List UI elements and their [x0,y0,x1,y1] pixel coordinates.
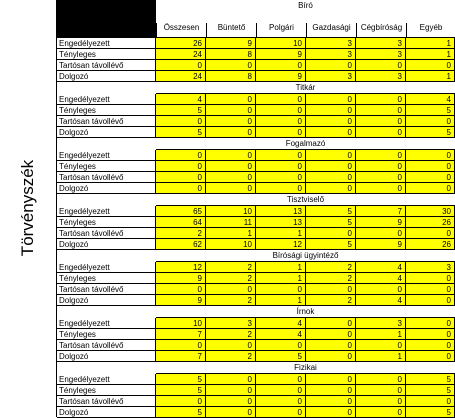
row-label[interactable]: Tartósan távollévő [57,340,156,351]
value-cell[interactable]: 0 [206,385,256,396]
row-label[interactable]: Tartósan távollévő [57,172,156,183]
row-label[interactable]: Dolgozó [57,239,156,250]
row-label[interactable]: Tartósan távollévő [57,60,156,71]
value-cell[interactable]: 5 [256,351,306,362]
column-header[interactable]: Összesen [156,23,206,37]
value-cell[interactable]: 0 [306,161,356,172]
value-cell[interactable]: 0 [356,161,406,172]
value-cell[interactable]: 5 [406,385,455,396]
value-cell[interactable]: 0 [206,161,256,172]
value-cell[interactable]: 8 [206,49,256,60]
table-row [57,105,455,116]
value-cell[interactable]: 5 [406,127,455,138]
value-cell[interactable]: 0 [206,340,256,351]
table-row [57,407,455,418]
value-cell[interactable]: 0 [356,172,406,183]
table-row [57,172,455,183]
value-cell[interactable]: 0 [356,105,406,116]
value-cell[interactable]: 9 [256,49,306,60]
value-cell[interactable]: 0 [406,150,455,161]
value-cell[interactable]: 0 [356,340,406,351]
value-cell[interactable]: 0 [356,127,406,138]
row-label[interactable]: Tényleges [57,49,156,60]
table-row [57,183,455,194]
value-cell[interactable]: 0 [206,150,256,161]
row-label[interactable]: Dolgozó [57,351,156,362]
value-cell[interactable]: 7 [156,329,206,340]
value-cell[interactable]: 0 [256,60,306,71]
value-cell[interactable]: 0 [356,60,406,71]
value-cell[interactable]: 7 [356,206,406,217]
value-cell[interactable]: 0 [156,150,206,161]
value-cell[interactable]: 0 [156,60,206,71]
row-label[interactable]: Dolgozó [57,295,156,306]
value-cell[interactable]: 9 [206,38,256,49]
value-cell[interactable]: 0 [256,161,306,172]
value-cell[interactable]: 0 [306,183,356,194]
table-row [57,295,455,306]
row-label[interactable]: Engedélyezett [57,206,156,217]
value-cell[interactable]: 24 [156,49,206,60]
value-cell[interactable]: 0 [406,172,455,183]
value-cell[interactable]: 0 [256,127,306,138]
value-cell[interactable]: 0 [256,105,306,116]
value-cell[interactable]: 0 [306,228,356,239]
value-cell[interactable]: 0 [256,183,306,194]
row-label[interactable]: Dolgozó [57,183,156,194]
value-cell[interactable]: 9 [156,273,206,284]
value-cell[interactable]: 0 [406,60,455,71]
value-cell[interactable]: 0 [356,374,406,385]
table-section [57,82,455,138]
value-cell[interactable]: 0 [306,116,356,127]
table-section [57,250,455,306]
value-cell[interactable]: 1 [406,71,455,82]
row-label[interactable]: Dolgozó [57,71,156,82]
value-cell[interactable]: 0 [256,116,306,127]
table-row [57,340,455,351]
value-cell[interactable]: 0 [306,284,356,295]
value-cell[interactable]: 0 [306,374,356,385]
value-cell[interactable]: 5 [306,206,356,217]
value-cell[interactable]: 4 [156,94,206,105]
table-row [57,284,455,295]
value-cell[interactable]: 5 [306,239,356,250]
table-row [57,385,455,396]
value-cell[interactable]: 13 [256,206,306,217]
header-black-cell [57,0,156,38]
value-cell[interactable]: 0 [256,385,306,396]
value-cell[interactable]: 5 [306,217,356,228]
value-cell[interactable]: 0 [306,318,356,329]
value-cell[interactable]: 3 [306,49,356,60]
sheet-title: Törvényszék [18,159,37,257]
table-row [57,150,455,161]
table-row [57,239,455,250]
value-cell[interactable]: 0 [256,172,306,183]
table-row [57,374,455,385]
value-cell[interactable]: 1 [256,273,306,284]
table-section [57,306,455,362]
table-row [57,206,455,217]
value-cell[interactable]: 0 [306,172,356,183]
value-cell[interactable]: 0 [306,340,356,351]
value-cell[interactable]: 0 [356,385,406,396]
value-cell[interactable]: 0 [156,284,206,295]
value-cell[interactable]: 0 [206,116,256,127]
row-label[interactable]: Engedélyezett [57,150,156,161]
value-cell[interactable]: 1 [406,38,455,49]
row-label[interactable]: Tényleges [57,105,156,116]
value-cell[interactable]: 4 [356,262,406,273]
value-cell[interactable]: 3 [356,49,406,60]
value-cell[interactable]: 1 [256,228,306,239]
value-cell[interactable]: 0 [206,127,256,138]
row-label[interactable]: Engedélyezett [57,38,156,49]
row-label[interactable]: Dolgozó [57,407,156,418]
value-cell[interactable]: 3 [406,262,455,273]
table-row [57,351,455,362]
value-cell[interactable]: 0 [356,150,406,161]
table-row [57,329,455,340]
value-cell[interactable]: 0 [256,374,306,385]
value-cell[interactable]: 0 [206,60,256,71]
value-cell[interactable]: 0 [256,340,306,351]
value-cell[interactable]: 2 [206,273,256,284]
value-cell[interactable]: 0 [356,183,406,194]
value-cell[interactable]: 0 [206,396,256,407]
value-cell[interactable]: 10 [206,239,256,250]
value-cell[interactable]: 3 [306,71,356,82]
value-cell[interactable]: 2 [206,329,256,340]
value-cell[interactable]: 0 [406,329,455,340]
value-cell[interactable]: 2 [206,295,256,306]
value-cell[interactable]: 0 [406,161,455,172]
value-cell[interactable]: 3 [356,71,406,82]
value-cell[interactable]: 4 [356,295,406,306]
value-cell[interactable]: 5 [156,407,206,418]
value-cell[interactable]: 5 [156,374,206,385]
value-cell[interactable]: 0 [206,374,256,385]
value-cell[interactable]: 1 [256,262,306,273]
value-cell[interactable]: 26 [406,239,455,250]
value-cell[interactable]: 7 [156,351,206,362]
table-row [57,116,455,127]
section-title[interactable]: Fizikai [156,362,455,374]
value-cell[interactable]: 0 [206,105,256,116]
row-label[interactable]: Tényleges [57,385,156,396]
section-title[interactable]: Titkár [156,82,455,94]
value-cell[interactable]: 3 [306,38,356,49]
value-cell[interactable]: 10 [206,206,256,217]
value-cell[interactable]: 0 [306,150,356,161]
value-cell[interactable]: 0 [306,396,356,407]
value-cell[interactable]: 0 [306,407,356,418]
value-cell[interactable]: 0 [306,385,356,396]
table-row [57,262,455,273]
row-label[interactable]: Tényleges [57,273,156,284]
value-cell[interactable]: 0 [156,172,206,183]
value-cell[interactable]: 3 [356,318,406,329]
value-cell[interactable]: 9 [356,239,406,250]
table-row [57,127,455,138]
table-row [57,228,455,239]
value-cell[interactable]: 0 [406,116,455,127]
value-cell[interactable]: 5 [156,105,206,116]
value-cell[interactable]: 0 [306,60,356,71]
row-label[interactable]: Tartósan távollévő [57,228,156,239]
column-header[interactable]: Egyéb [406,23,455,37]
value-cell[interactable]: 0 [156,396,206,407]
value-cell[interactable]: 0 [406,340,455,351]
value-cell[interactable]: 0 [156,183,206,194]
value-cell[interactable]: 0 [356,407,406,418]
value-cell[interactable]: 9 [156,295,206,306]
value-cell[interactable]: 0 [306,105,356,116]
value-cell[interactable]: 2 [306,262,356,273]
value-cell[interactable]: 0 [306,127,356,138]
table-row [57,396,455,407]
value-cell[interactable]: 11 [206,217,256,228]
row-label[interactable]: Tartósan távollévő [57,116,156,127]
value-cell[interactable]: 0 [306,329,356,340]
value-cell[interactable]: 5 [406,105,455,116]
row-label[interactable]: Tényleges [57,329,156,340]
table-row [57,273,455,284]
column-header[interactable]: Cégbíróság [356,23,406,37]
top-section-title: Bíró [298,1,313,10]
row-label[interactable]: Engedélyezett [57,262,156,273]
value-cell[interactable]: 0 [406,183,455,194]
value-cell[interactable]: 5 [406,407,455,418]
value-cell[interactable]: 12 [256,239,306,250]
value-cell[interactable]: 8 [206,71,256,82]
row-label[interactable]: Tényleges [57,161,156,172]
value-cell[interactable]: 4 [356,273,406,284]
value-cell[interactable]: 0 [406,351,455,362]
value-cell[interactable]: 1 [356,351,406,362]
value-cell[interactable]: 1 [406,49,455,60]
value-cell[interactable]: 9 [256,71,306,82]
vertical-title-cell[interactable] [0,0,57,417]
value-cell[interactable]: 0 [356,94,406,105]
value-cell[interactable]: 0 [256,407,306,418]
row-label[interactable]: Engedélyezett [57,94,156,105]
value-cell[interactable]: 0 [356,228,406,239]
table-row [57,49,455,60]
value-cell[interactable]: 1 [356,329,406,340]
row-label[interactable]: Tényleges [57,217,156,228]
value-cell[interactable]: 24 [156,71,206,82]
value-cell[interactable]: 4 [256,329,306,340]
value-cell[interactable]: 0 [206,284,256,295]
header-area [156,0,455,38]
value-cell[interactable]: 0 [156,116,206,127]
value-cell[interactable]: 3 [206,318,256,329]
row-label[interactable]: Tartósan távollévő [57,284,156,295]
section-title[interactable]: Írnok [156,306,455,318]
value-cell[interactable]: 2 [206,262,256,273]
value-cell[interactable]: 0 [356,116,406,127]
value-cell[interactable]: 5 [406,374,455,385]
column-header[interactable]: Polgári [256,23,306,37]
value-cell[interactable]: 10 [156,318,206,329]
value-cell[interactable]: 4 [406,94,455,105]
value-cell[interactable]: 62 [156,239,206,250]
value-cell[interactable]: 10 [256,38,306,49]
table-row [57,60,455,71]
value-cell[interactable]: 0 [256,396,306,407]
table-row [57,217,455,228]
column-header[interactable]: Gazdasági [306,23,356,37]
section-title[interactable]: Bírósági ügyintéző [156,250,455,262]
value-cell[interactable]: 0 [356,396,406,407]
value-cell[interactable]: 4 [256,318,306,329]
value-cell[interactable]: 0 [206,407,256,418]
value-cell[interactable]: 1 [256,295,306,306]
row-label[interactable]: Tartósan távollévő [57,396,156,407]
value-cell[interactable]: 5 [156,385,206,396]
value-cell[interactable]: 1 [206,228,256,239]
value-cell[interactable]: 0 [406,396,455,407]
value-cell[interactable]: 0 [306,94,356,105]
value-cell[interactable]: 0 [406,284,455,295]
value-cell[interactable]: 0 [156,161,206,172]
value-cell[interactable]: 26 [156,38,206,49]
value-cell[interactable]: 0 [256,94,306,105]
value-cell[interactable]: 0 [206,183,256,194]
value-cell[interactable]: 0 [356,284,406,295]
value-cell[interactable]: 12 [156,262,206,273]
value-cell[interactable]: 0 [306,351,356,362]
value-cell[interactable]: 2 [206,351,256,362]
table-row [57,94,455,105]
value-cell[interactable]: 2 [156,228,206,239]
value-cell[interactable]: 65 [156,206,206,217]
table-section [57,138,455,194]
value-cell[interactable]: 0 [206,172,256,183]
value-cell[interactable]: 0 [406,273,455,284]
value-cell[interactable]: 0 [406,295,455,306]
value-cell[interactable]: 0 [256,150,306,161]
table-section [57,194,455,250]
value-cell[interactable]: 5 [156,127,206,138]
row-label[interactable]: Dolgozó [57,127,156,138]
value-cell[interactable]: 2 [306,273,356,284]
value-cell[interactable]: 3 [356,38,406,49]
table-row [57,318,455,329]
value-cell[interactable]: 2 [306,295,356,306]
row-label[interactable]: Engedélyezett [57,374,156,385]
value-cell[interactable]: 0 [156,340,206,351]
section-title[interactable]: Fogalmazó [156,138,455,150]
value-cell[interactable]: 64 [156,217,206,228]
value-cell[interactable]: 9 [356,217,406,228]
table-row [57,71,455,82]
value-cell[interactable]: 0 [406,318,455,329]
table-row [57,38,455,49]
table-section [57,362,455,418]
row-label[interactable]: Engedélyezett [57,318,156,329]
value-cell[interactable]: 0 [206,94,256,105]
table-row [57,161,455,172]
value-cell[interactable]: 0 [406,228,455,239]
value-cell[interactable]: 26 [406,217,455,228]
value-cell[interactable]: 30 [406,206,455,217]
value-cell[interactable]: 0 [256,284,306,295]
column-header[interactable]: Büntető [206,23,256,37]
section-title[interactable]: Tisztviselő [156,194,455,206]
value-cell[interactable]: 13 [256,217,306,228]
